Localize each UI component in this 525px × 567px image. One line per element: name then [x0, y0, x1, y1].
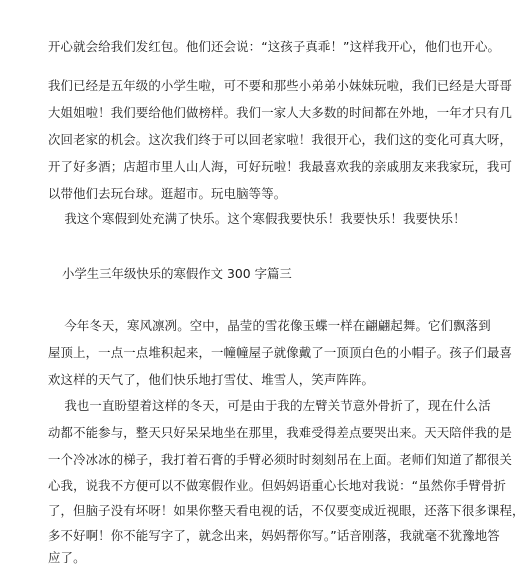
paragraph-line: 心我，说我不方便可以不做寒假作业。但妈妈语重心长地对我说：“虽然你手臂骨折	[48, 478, 507, 493]
paragraph-line: 我这个寒假到处充满了快乐。这个寒假我要快乐！我要快乐！我要快乐！	[48, 211, 466, 226]
paragraph-line: 应了。	[48, 550, 86, 565]
paragraph-line: 多不好啊！你不能写字了，就念出来，妈妈帮你写。”话音刚落，我就毫不犹豫地答	[48, 528, 500, 543]
paragraph-line: 开心就会给我们发红包。他们还会说：“这孩子真乖！”这样我开心，他们也开心。	[48, 39, 501, 54]
paragraph-line: 欢这样的天气了，他们快乐地打雪仗、堆雪人，笑声阵阵。	[48, 372, 375, 387]
paragraph-line: 动都不能参与，整天只好呆呆地坐在那里，我难受得差点要哭出来。天天陪伴我的是	[48, 425, 513, 440]
paragraph-line: 屋顶上，一点一点堆积起来，一幢幢屋子就像戴了一顶顶白色的小帽子。孩子们最喜	[48, 345, 513, 360]
paragraph-line: 大姐姐啦！我们要给他们做榜样。我们一家人大多数的时间都在外地，一年才只有几	[48, 105, 513, 120]
paragraph-line: 我们已经是五年级的小学生啦，可不要和那些小弟弟小妹妹玩啦，我们已经是大哥哥	[48, 78, 513, 93]
paragraph-line: 今年冬天，寒风凛冽。空中，晶莹的雪花像玉蝶一样在翩翩起舞。它们飘落到	[48, 318, 491, 333]
paragraph-line: 次回老家的机会。这次我们终于可以回老家啦！我很开心，我们这的变化可真大呀，	[48, 132, 513, 147]
paragraph-line: 以带他们去玩台球。逛超市。玩电脑等等。	[48, 186, 287, 201]
paragraph-line: 了，但脑子没有坏呀！如果你整天看电视的话，不仅要变成近视眼，还落下很多课程，	[48, 503, 525, 518]
paragraph-line: 我也一直盼望着这样的冬天，可是由于我的左臂关节意外骨折了，现在什么活	[48, 398, 491, 413]
section-title: 小学生三年级快乐的寒假作文 300 字篇三	[62, 266, 292, 281]
paragraph-line: 开了好多酒；店超市里人山人海，可好玩啦！我最喜欢我的亲戚朋友来我家玩，我可	[48, 159, 513, 174]
paragraph-line: 一个冷冰冰的梯子，我打着石膏的手臂必须时时刻刻吊在上面。老师们知道了都很关	[48, 452, 513, 467]
